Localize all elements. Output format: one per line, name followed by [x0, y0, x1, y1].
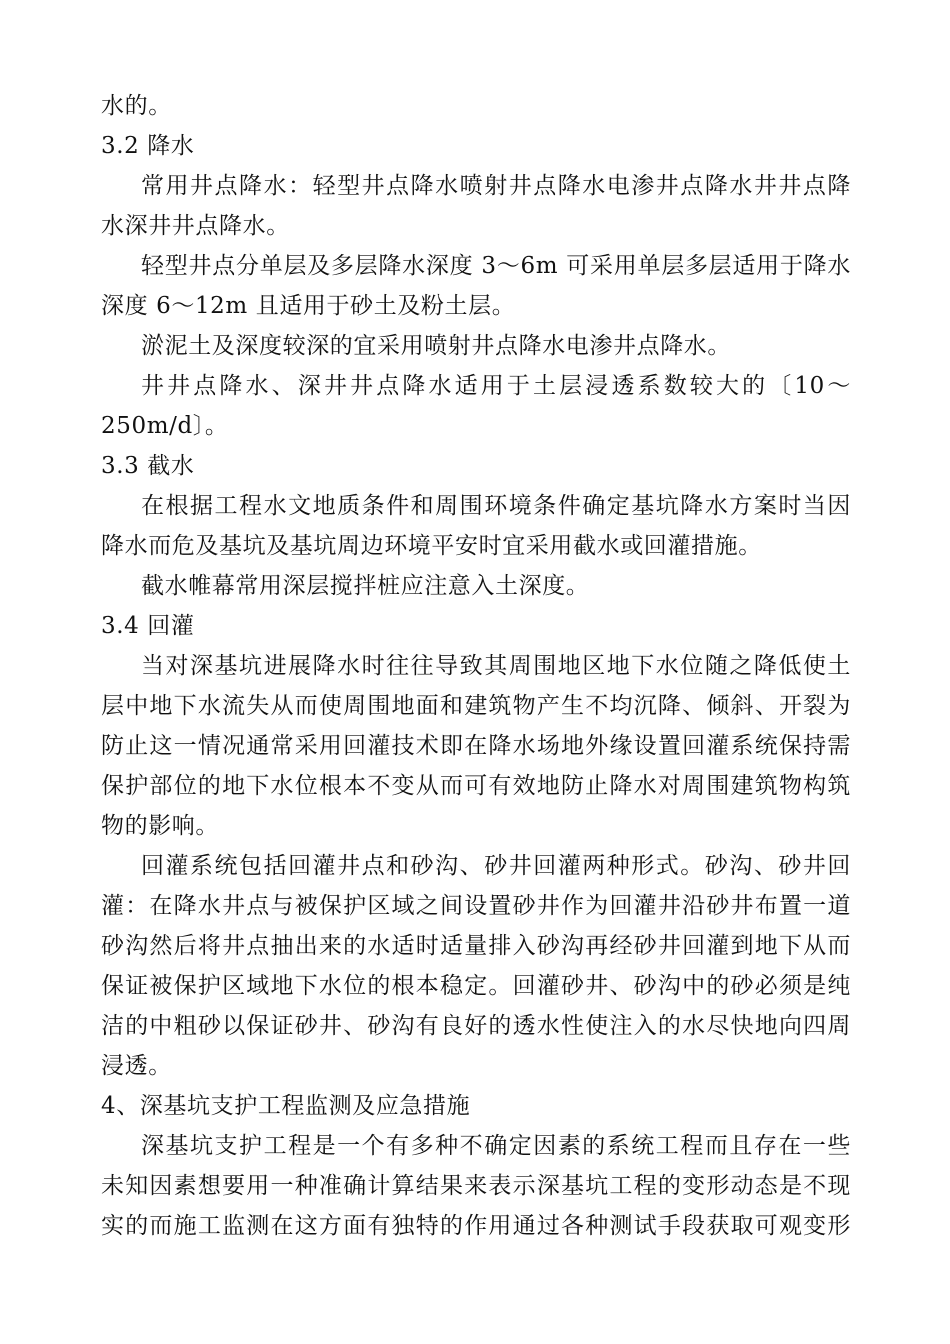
text-line: 轻型井点分单层及多层降水深度 3～6m 可采用单层多层适用于降水: [141, 253, 851, 279]
text-line: 浸透。: [101, 1053, 172, 1079]
text-line: 砂沟然后将井点抽出来的水适时适量排入砂沟再经砂井回灌到地下从而: [101, 933, 851, 959]
document-body: [101, 86, 851, 1246]
text-line: 物的影响。: [101, 813, 219, 839]
text-line: 实的而施工监测在这方面有独特的作用通过各种测试手段获取可观变形: [101, 1213, 851, 1239]
text-line: 洁的中粗砂以保证砂井、砂沟有良好的透水性使注入的水尽快地向四周: [101, 1013, 851, 1039]
text-line: 保证被保护区域地下水位的根本稳定。回灌砂井、砂沟中的砂必须是纯: [101, 973, 851, 999]
text-line: 防止这一情况通常采用回灌技术即在降水场地外缘设置回灌系统保持需: [101, 733, 851, 759]
text-line: 井井点降水、深井井点降水适用于土层浸透系数较大的〔10～: [141, 373, 851, 399]
text-line: 回灌系统包括回灌井点和砂沟、砂井回灌两种形式。砂沟、砂井回: [141, 853, 851, 879]
text-line: 降水而危及基坑及基坑周边环境平安时宜采用截水或回灌措施。: [101, 533, 762, 559]
text-line: 在根据工程水文地质条件和周围环境条件确定基坑降水方案时当因: [141, 493, 851, 519]
text-line: 灌：在降水井点与被保护区域之间设置砂井作为回灌井沿砂井布置一道: [101, 893, 851, 919]
text-line: 深度 6～12m 且适用于砂土及粉土层。: [101, 293, 516, 319]
text-line: 未知因素想要用一种准确计算结果来表示深基坑工程的变形动态是不现: [101, 1173, 851, 1199]
text-line: 淤泥土及深度较深的宜采用喷射井点降水电渗井点降水。: [141, 333, 731, 359]
text-line: 层中地下水流失从而使周围地面和建筑物产生不均沉降、倾斜、开裂为: [101, 693, 851, 719]
text-line: 保护部位的地下水位根本不变从而可有效地防止降水对周围建筑物构筑: [101, 773, 851, 799]
text-line: 水深井井点降水。: [101, 213, 290, 239]
text-line: 3.3 截水: [101, 453, 195, 479]
text-line: 3.4 回灌: [101, 613, 195, 639]
text-line: 250m/d〕。: [101, 413, 229, 439]
text-line: 水的。: [101, 93, 172, 119]
text-line: 常用井点降水：轻型井点降水喷射井点降水电渗井点降水井井点降: [141, 173, 851, 199]
text-line: 截水帷幕常用深层搅拌桩应注意入土深度。: [141, 573, 590, 599]
text-line: 4、深基坑支护工程监测及应急措施: [101, 1093, 471, 1119]
text-line: 深基坑支护工程是一个有多种不确定因素的系统工程而且存在一些: [141, 1133, 851, 1159]
text-line: 3.2 降水: [101, 133, 195, 159]
text-line: 当对深基坑进展降水时往往导致其周围地区地下水位随之降低使土: [141, 653, 851, 679]
